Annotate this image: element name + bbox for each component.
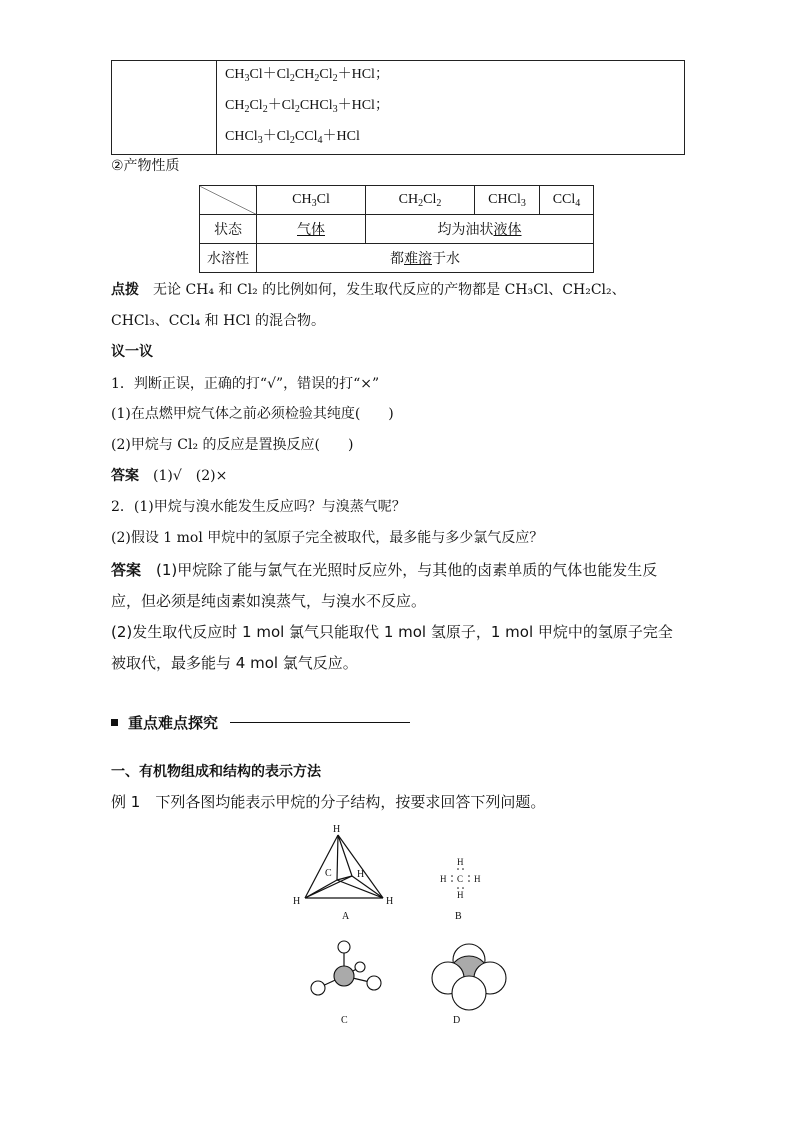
dot-h-top: H — [457, 857, 464, 867]
q2-answer-2b: 被取代，最多能与 4 mol 氯气反应。 — [111, 654, 358, 672]
q2-item-1: 2．(1)甲烷与溴水能发生反应吗？与溴蒸气呢？ — [111, 499, 406, 515]
atom-h-back: H — [357, 869, 365, 880]
section-rule — [230, 722, 410, 723]
q2-answer-2a: (2)发生取代反应时 1 mol 氯气只能取代 1 mol 氢原子，1 mol 甲烷中的氢原子完全 — [111, 623, 673, 641]
atom-h-left: H — [293, 896, 301, 907]
discuss-title: 议一议 — [111, 344, 153, 360]
dot-h-bottom: H — [457, 890, 464, 900]
dot-c: C — [457, 874, 464, 884]
q1-item-2: (2)甲烷与 Cl₂ 的反应是置换反应( ) — [111, 437, 354, 453]
q2-answer-1b: 应，但必须是纯卤素如溴蒸气，与溴水不反应。 — [111, 592, 427, 610]
properties-table — [199, 185, 594, 273]
diagonal-header-cell — [200, 186, 257, 215]
section-heading — [111, 712, 410, 733]
figure-d-caption: D — [453, 1015, 461, 1026]
tip-line-2: CHCl₃、CCl₄ 和 HCl 的混合物。 — [111, 313, 325, 329]
header-ch2cl2: $CH_2Cl_2$ — [366, 186, 475, 215]
dot-h-left: H — [440, 874, 447, 884]
q2-item-2: (2)假设 1 mol 甲烷中的氢原子完全被取代，最多能与多少氯气反应？ — [111, 530, 544, 546]
section-title: 重点难点探究 — [128, 714, 219, 732]
header-ccl4: CCl$_4$ — [540, 186, 594, 215]
equation-1: $CH_3Cl+Cl_2CH_2Cl_2+HCl$； — [225, 67, 389, 84]
reaction-table — [111, 60, 685, 155]
q2-answer-1a: 答案 (1)甲烷除了能与氯气在光照时反应外，与其他的卤素单质的气体也能发生反 — [111, 561, 658, 579]
state-liquid-cell: 均为油状液体 — [366, 215, 594, 244]
q1-answer: 答案 (1)√ (2)× — [111, 468, 228, 484]
state-gas-cell: 气体 — [257, 215, 366, 244]
q1-item-1: (1)在点燃甲烷气体之前必须检验其纯度( ) — [111, 406, 394, 422]
header-ch3cl: $CH_3Cl$ — [257, 186, 366, 215]
header-chcl3: CHCl$_3$ — [475, 186, 540, 215]
square-bullet-icon — [111, 719, 118, 726]
figure-a-caption: A — [342, 911, 350, 922]
figure-b-electron-dot — [436, 854, 486, 904]
atom-c: C — [325, 868, 332, 879]
equation-3: $CHCl_3+Cl_2CCl_4+HCl$ — [225, 129, 360, 146]
figure-d-space-filling — [428, 938, 510, 1014]
reaction-table-label-cell — [112, 61, 217, 155]
example-line: 例 1 下列各图均能表示甲烷的分子结构，按要求回答下列问题。 — [111, 793, 546, 811]
row-label-state: 状态 — [200, 215, 257, 244]
equation-2: $CH_2Cl_2+Cl_2CHCl_3+HCl$； — [225, 98, 389, 115]
product-heading: ②产物性质 — [111, 158, 180, 174]
tip-line-1: 点拨 无论 CH₄ 和 Cl₂ 的比例如何，发生取代反应的产物都是 CH₃Cl、CH₂Cl₂、 — [111, 282, 626, 298]
figure-c-caption: C — [341, 1015, 348, 1026]
reaction-equations-cell — [217, 61, 685, 155]
q1-title: 1．判断正误，正确的打“√”，错误的打“×” — [111, 376, 380, 392]
figure-b-caption: B — [455, 911, 462, 922]
figure-c-ball-stick — [302, 938, 386, 1008]
row-label-solubility: 水溶性 — [200, 244, 257, 273]
atom-h-right: H — [386, 896, 394, 907]
atom-h-top: H — [333, 824, 341, 835]
subsection-title: 一、有机物组成和结构的表示方法 — [111, 764, 321, 780]
solubility-cell: 都难溶于水 — [257, 244, 594, 273]
dot-h-right: H — [474, 874, 481, 884]
